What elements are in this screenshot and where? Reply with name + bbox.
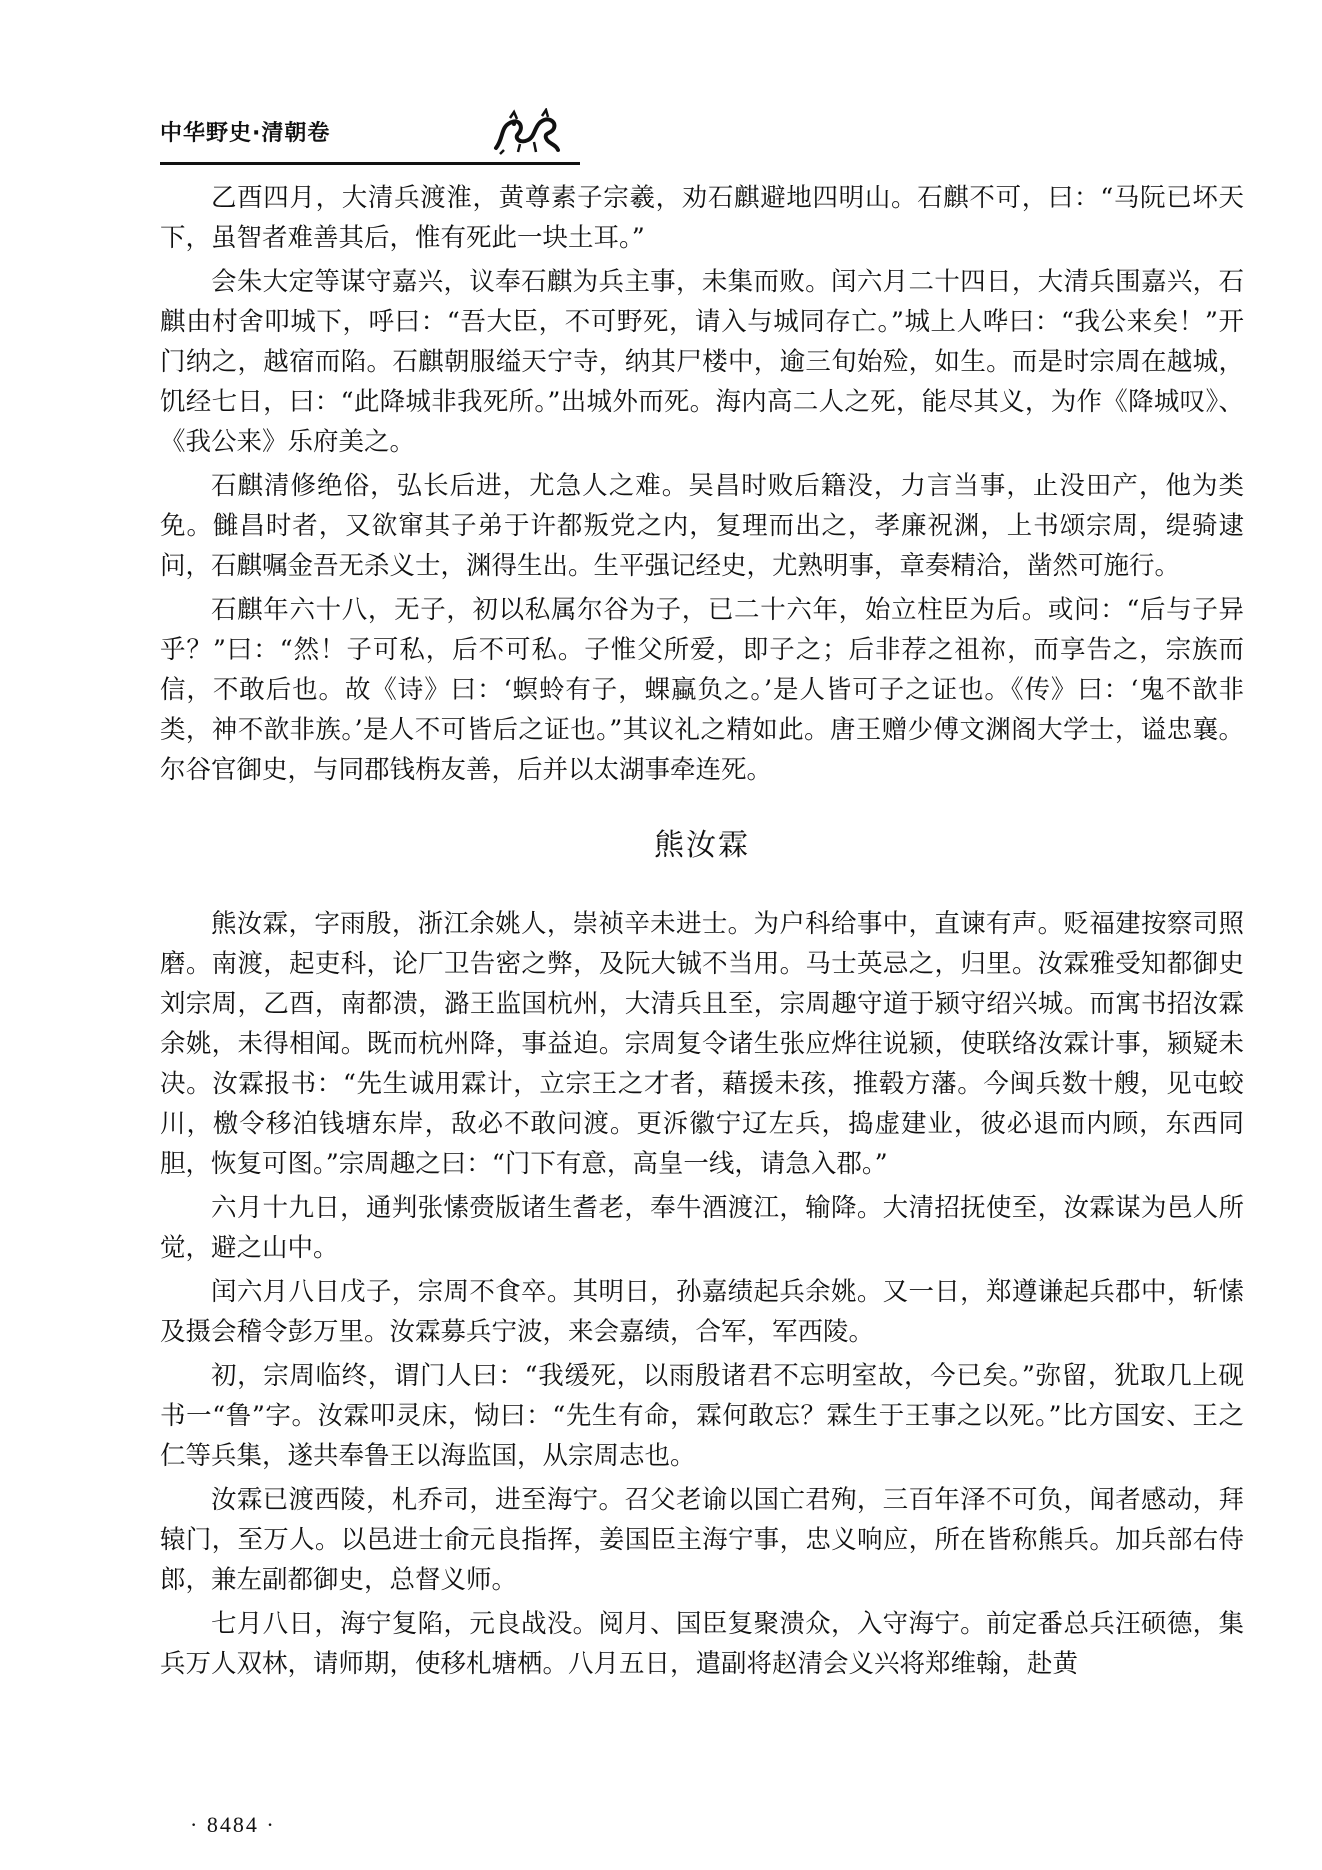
paragraph: 闰六月八日戊子，宗周不食卒。其明日，孙嘉绩起兵余姚。又一日，郑遵谦起兵郡中，斩愫及摄会稽令彭万里。汝霖募兵宁波，来会嘉绩，合军，军西陵。 — [160, 1277, 1244, 1347]
paragraph: 初，宗周临终，谓门人曰：“我缓死，以雨殷诸君不忘明室故，今已矣。”弥留，犹取几上砚书一“鲁”字。汝霖叩灵床，恸曰：“先生有命，霖何敢忘？霖生于王事之以死。”比方国安、王之仁等兵集，遂共奉鲁王以海监国，从宗周志也。 — [160, 1361, 1244, 1471]
page-number: · 8484 · — [190, 1812, 276, 1837]
dragon-logo-icon — [490, 108, 562, 156]
paragraph: 石麒清修绝俗，弘长后进，尤急人之难。吴昌时败后籍没，力言当事，止没田产，他为类免。雠昌时者，又欲窜其子弟于许都叛党之内，复理而出之，孝廉祝渊，上书颂宗周，缇骑逮问，石麒嘱金吾无杀义士，渊得生出。生平强记经史，尤熟明事，章奏精洽，凿然可施行。 — [160, 471, 1244, 581]
page-body — [160, 178, 1244, 1688]
paragraph: 石麒年六十八，无子，初以私属尔谷为子，已二十六年，始立柱臣为后。或问：“后与子异乎？”曰：“然！子可私，后不可私。子惟父所爱，即子之；后非荐之祖祢，而享告之，宗族而信，不敢后也。故《诗》曰：‘螟蛉有子，蜾蠃负之。’是人皆可子之证也。《传》曰：‘鬼不歆非类，神不歆非族。’是人不可皆后之证也。”其议礼之精如此。唐王赠少傅文渊阁大学士，谥忠襄。尔谷官御史，与同郡钱栴友善，后并以太湖事牵连死。 — [160, 595, 1244, 785]
book-title: 中华野史·清朝卷 — [160, 121, 331, 146]
paragraph: 熊汝霖，字雨殷，浙江余姚人，崇祯辛未进士。为户科给事中，直谏有声。贬福建按察司照磨。南渡，起吏科，论厂卫告密之弊，及阮大铖不当用。马士英忌之，归里。汝霖雅受知都御史刘宗周，乙酉，南都溃，潞王监国杭州，大清兵且至，宗周趣守道于颍守绍兴城。而寓书招汝霖余姚，未得相闻。既而杭州降，事益迫。宗周复令诸生张应烨往说颍，使联络汝霖计事，颍疑未决。汝霖报书：“先生诚用霖计，立宗王之才者，藉援未孩，推毂方藩。今闽兵数十艘，见屯蛟川，檄令移泊钱塘东岸，敌必不敢问渡。更泝徽宁辽左兵，捣虚建业，彼必退而内顾，东西同胆，恢复可图。”宗周趣之曰：“门下有意，高皇一线，请急入郡。” — [160, 909, 1244, 1179]
paragraph: 会朱大定等谋守嘉兴，议奉石麒为兵主事，未集而败。闰六月二十四日，大清兵围嘉兴，石麒由村舍叩城下，呼曰：“吾大臣，不可野死，请入与城同存亡。”城上人哗曰：“我公来矣！”开门纳之，越宿而陷。石麒朝服缢天宁寺，纳其尸楼中，逾三旬始殓，如生。而是时宗周在越城，饥经七日，曰：“此降城非我死所。”出城外而死。海内高二人之死，能尽其义，为作《降城叹》、《我公来》乐府美之。 — [160, 267, 1244, 457]
paragraph: 乙酉四月，大清兵渡淮，黄尊素子宗羲，劝石麒避地四明山。石麒不可，曰：“马阮已坏天下，虽智者难善其后，惟有死此一块土耳。” — [160, 183, 1244, 253]
paragraph: 汝霖已渡西陵，札乔司，进至海宁。召父老谕以国亡君殉，三百年泽不可负，闻者感动，拜辕门，至万人。以邑进士俞元良指挥，姜国臣主海宁事，忠义响应，所在皆称熊兵。加兵部右侍郎，兼左副都御史，总督义师。 — [160, 1485, 1244, 1595]
section-title: 熊汝霖 — [654, 828, 750, 863]
paragraph: 六月十九日，通判张愫赍版诸生耆老，奉牛酒渡江，输降。大清招抚使至，汝霖谋为邑人所觉，避之山中。 — [160, 1193, 1244, 1263]
page-header — [160, 108, 580, 158]
header-rule — [160, 162, 580, 165]
paragraph: 七月八日，海宁复陷，元良战没。阅月、国臣复聚溃众，入守海宁。前定番总兵汪硕德，集兵万人双林，请师期，使移札塘栖。八月五日，遣副将赵清会义兴将郑维翰，赴黄 — [160, 1609, 1244, 1679]
